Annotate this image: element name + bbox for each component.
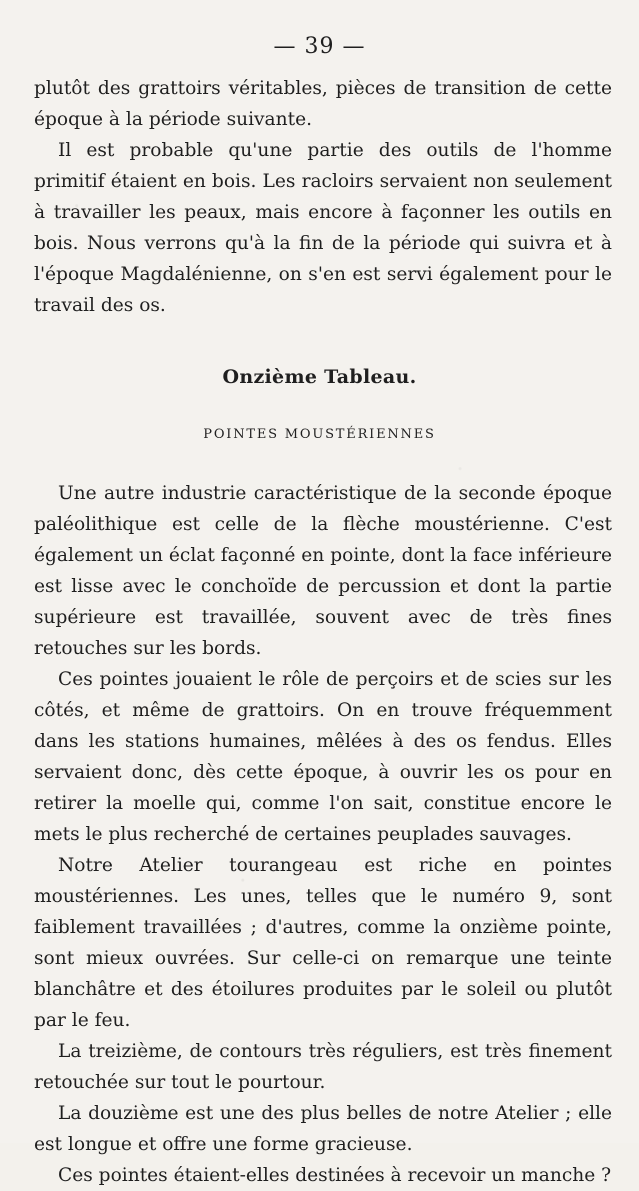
section-subtitle: POINTES MOUSTÉRIENNES: [203, 427, 436, 442]
main-paragraph: La treizième, de contours très réguliers, est très finement retouchée sur tout le pourtour.: [34, 1041, 612, 1093]
intro-paragraph: plutôt des grattoirs véritables, pièces de transition de cette époque à la période suivante.: [34, 78, 612, 130]
main-paragraph: La douzième est une des plus belles de notre Atelier ; elle est longue et offre une forme gracieuse.: [34, 1103, 612, 1155]
intro-paragraph: Il est probable qu'une partie des outils de l'homme primitif étaient en bois. Les racloirs servaient non seulement à travailler les peaux, mais encore à façonner les outils en bois. Nous verrons qu'à la fin de la période qui suivra et à l'époque Magdalénienne, on s'en est servi également pour le travail des os.: [34, 140, 612, 316]
section-title: Onzième Tableau.: [222, 366, 417, 388]
intro-text-block: [34, 73, 612, 321]
main-text-block: [34, 478, 612, 1191]
main-paragraph: Une autre industrie caractéristique de la seconde époque paléolithique est celle de la flèche moustérienne. C'est également un éclat façonné en pointe, dont la face inférieure est lisse avec le conchoïde de percussion et dont la partie supérieure est travaillée, souvent avec de très fines retouches sur les bords.: [34, 483, 612, 659]
main-paragraph: Ces pointes jouaient le rôle de perçoirs et de scies sur les côtés, et même de grattoirs. On en trouve fréquemment dans les stations humaines, mêlées à des os fendus. Elles servaient donc, dès cette époque, à ouvrir les os pour en retirer la moelle qui, comme l'on sait, constitue encore le mets le plus recherché de certaines peuplades sauvages.: [34, 669, 612, 845]
main-paragraph: Ces pointes étaient-elles destinées à recevoir un manche ?: [58, 1165, 612, 1186]
main-paragraph: Notre Atelier tourangeau est riche en pointes moustériennes. Les unes, telles que le numéro 9, sont faiblement travaillées ; d'autres, comme la onzième pointe, sont mieux ouvrées. Sur celle-ci on remarque une teinte blanchâtre et des étoilures produites par le soleil ou plutôt par le feu.: [34, 855, 612, 1031]
page-number: — 39 —: [273, 34, 366, 59]
